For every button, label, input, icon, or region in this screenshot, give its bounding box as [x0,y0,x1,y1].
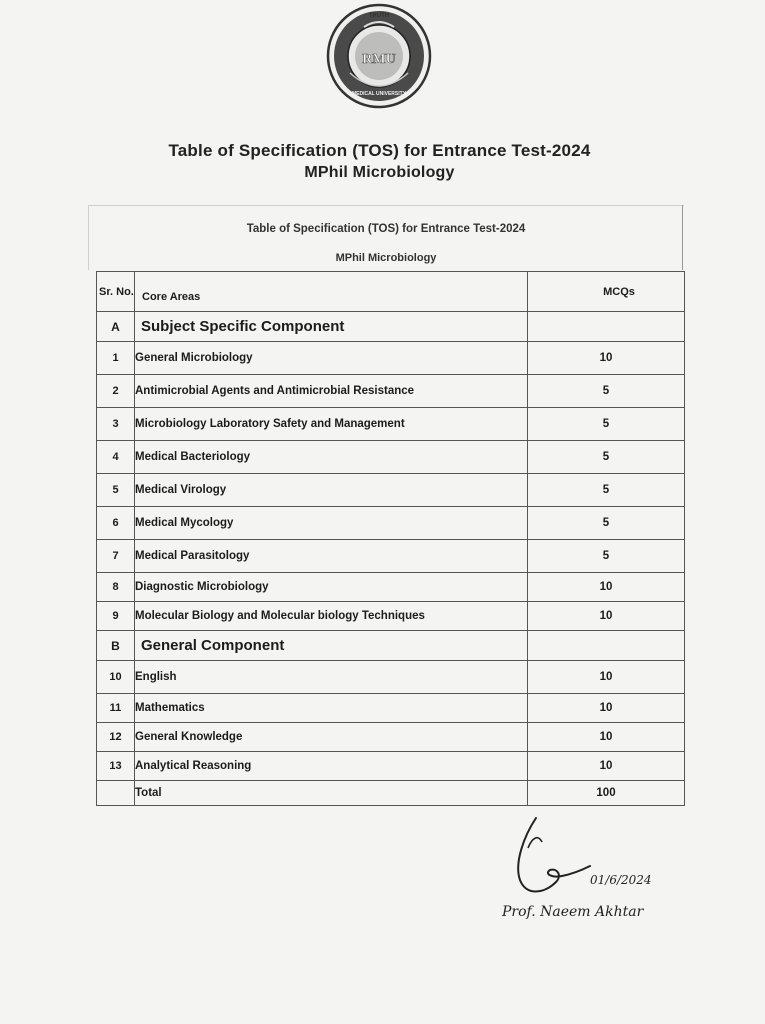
row-number: 9 [97,602,135,631]
handwritten-signature [498,808,688,933]
row-core-area: English [135,661,528,694]
table-subtitle: MPhil Microbiology [335,252,437,264]
document-title: Table of Specification (TOS) for Entrance Test-2024 [168,141,591,160]
table-row [97,540,685,573]
row-number: 8 [97,573,135,602]
svg-text:RMU: RMU [362,52,396,67]
row-mcqs: 10 [528,694,685,723]
row-number: 2 [97,375,135,408]
row-core-area: Analytical Reasoning [135,752,528,781]
row-core-area: Medical Bacteriology [135,441,528,474]
row-mcqs: 10 [528,752,685,781]
header-core-areas: Core Areas [135,272,528,312]
row-mcqs: 5 [528,441,685,474]
row-mcqs: 10 [528,661,685,694]
table-row [97,375,685,408]
table-row [97,694,685,723]
header-sr-no: Sr. No. [97,272,135,312]
row-core-area: Medical Mycology [135,507,528,540]
section-row [97,312,685,342]
table-row [97,602,685,631]
section-mcqs [528,631,685,661]
svg-text:Prof. Naeem Akhtar: Prof. Naeem Akhtar [502,904,644,920]
university-seal-logo [326,3,432,109]
row-number: 3 [97,408,135,441]
row-core-area: Microbiology Laboratory Safety and Management [135,408,528,441]
row-number: 5 [97,474,135,507]
table-row [97,441,685,474]
row-core-area: General Knowledge [135,723,528,752]
row-number: 12 [97,723,135,752]
row-mcqs: 5 [528,408,685,441]
row-number: 1 [97,342,135,375]
total-row [97,781,685,806]
svg-text:MEDICAL UNIVERSITY: MEDICAL UNIVERSITY [351,91,407,97]
header-mcqs: MCQs [528,272,685,312]
total-number [97,781,135,806]
row-number: 6 [97,507,135,540]
table-title: Table of Specification (TOS) for Entrance Test-2024 [246,223,526,235]
table-row [97,408,685,441]
row-mcqs: 5 [528,375,685,408]
row-number: 13 [97,752,135,781]
row-core-area: Molecular Biology and Molecular biology Techniques [135,602,528,631]
row-mcqs: 10 [528,342,685,375]
section-row [97,631,685,661]
table-row [97,342,685,375]
row-core-area: Medical Virology [135,474,528,507]
section-name: Subject Specific Component [135,312,528,342]
row-core-area: Mathematics [135,694,528,723]
row-number: 10 [97,661,135,694]
row-mcqs: 5 [528,474,685,507]
row-core-area: Medical Parasitology [135,540,528,573]
svg-text:01/6/2024: 01/6/2024 [590,873,652,887]
section-name: General Component [135,631,528,661]
table-row [97,474,685,507]
section-mcqs [528,312,685,342]
row-mcqs: 10 [528,723,685,752]
table-row [97,752,685,781]
row-number: 4 [97,441,135,474]
row-mcqs: 5 [528,540,685,573]
table-row [97,723,685,752]
row-mcqs: 10 [528,573,685,602]
section-code: B [97,631,135,661]
table-row [97,573,685,602]
row-core-area: Antimicrobial Agents and Antimicrobial Resistance [135,375,528,408]
row-core-area: Diagnostic Microbiology [135,573,528,602]
specification-table [96,271,685,806]
table-row [97,507,685,540]
row-mcqs: 10 [528,602,685,631]
total-label: Total [135,781,528,806]
total-mcqs: 100 [528,781,685,806]
row-number: 11 [97,694,135,723]
table-row [97,661,685,694]
svg-text:TRUTH: TRUTH [368,13,390,19]
row-core-area: General Microbiology [135,342,528,375]
row-number: 7 [97,540,135,573]
section-code: A [97,312,135,342]
table-header-row [97,272,685,312]
inner-sheet-top-border [88,205,684,206]
row-mcqs: 5 [528,507,685,540]
document-subtitle: MPhil Microbiology [304,164,455,181]
